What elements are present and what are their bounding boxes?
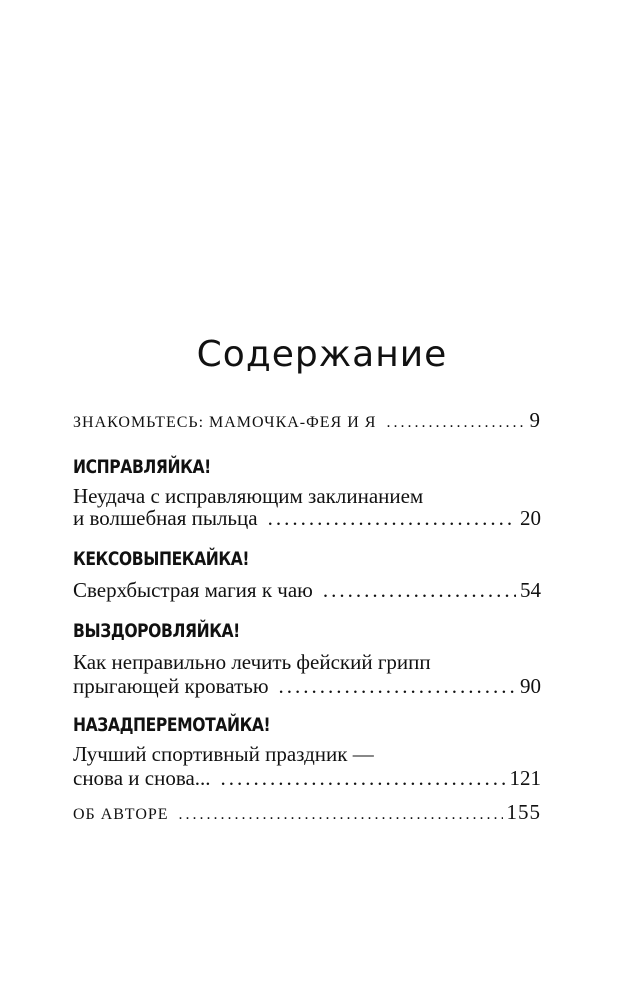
toc-page-number: 155 bbox=[506, 800, 541, 824]
toc-page-number: 20 bbox=[520, 506, 541, 530]
toc-page-number: 121 bbox=[509, 766, 541, 790]
toc-entry-title: ОБ АВТОРЕ bbox=[73, 806, 169, 823]
leader-dots bbox=[386, 414, 525, 432]
toc-entry-title: Сверхбыстрая магия к чаю bbox=[73, 578, 313, 602]
toc-page-number: 90 bbox=[520, 674, 541, 698]
toc-page-number: 54 bbox=[520, 578, 541, 602]
section-heading: НАЗАДПЕРЕМОТАЙКА! bbox=[73, 714, 271, 736]
toc-entry-title: снова и снова... bbox=[73, 766, 211, 790]
toc-entry-outro bbox=[73, 800, 541, 825]
toc-page-number: 9 bbox=[529, 408, 541, 432]
toc-entry-line: Как неправильно лечить фейский грипп bbox=[73, 650, 431, 674]
toc-entry-title: прыгающей кроватью bbox=[73, 674, 269, 698]
leader-dots bbox=[323, 578, 516, 603]
page-title: Содержание bbox=[196, 334, 448, 375]
toc-entry-title: ЗНАКОМЬТЕСЬ: МАМОЧКА-ФЕЯ И Я bbox=[73, 414, 377, 431]
leader-dots bbox=[179, 806, 503, 824]
toc-entry-line: Неудача с исправляющим заклинанием bbox=[73, 484, 424, 508]
toc-entry bbox=[73, 506, 541, 531]
toc-entry bbox=[73, 766, 541, 791]
toc-entry-line: Лучший спортивный праздник — bbox=[73, 742, 374, 766]
toc-entry-intro bbox=[73, 408, 541, 433]
section-heading: ВЫЗДОРОВЛЯЙКА! bbox=[73, 620, 240, 642]
toc-entry bbox=[73, 674, 541, 699]
leader-dots bbox=[221, 766, 506, 791]
toc-entry bbox=[73, 578, 541, 603]
section-heading: ИСПРАВЛЯЙКА! bbox=[73, 456, 211, 478]
section-heading: КЕКСОВЫПЕКАЙКА! bbox=[73, 548, 250, 570]
leader-dots bbox=[279, 674, 516, 699]
leader-dots bbox=[268, 506, 516, 531]
toc-entry-title: и волшебная пыльца bbox=[73, 506, 258, 530]
